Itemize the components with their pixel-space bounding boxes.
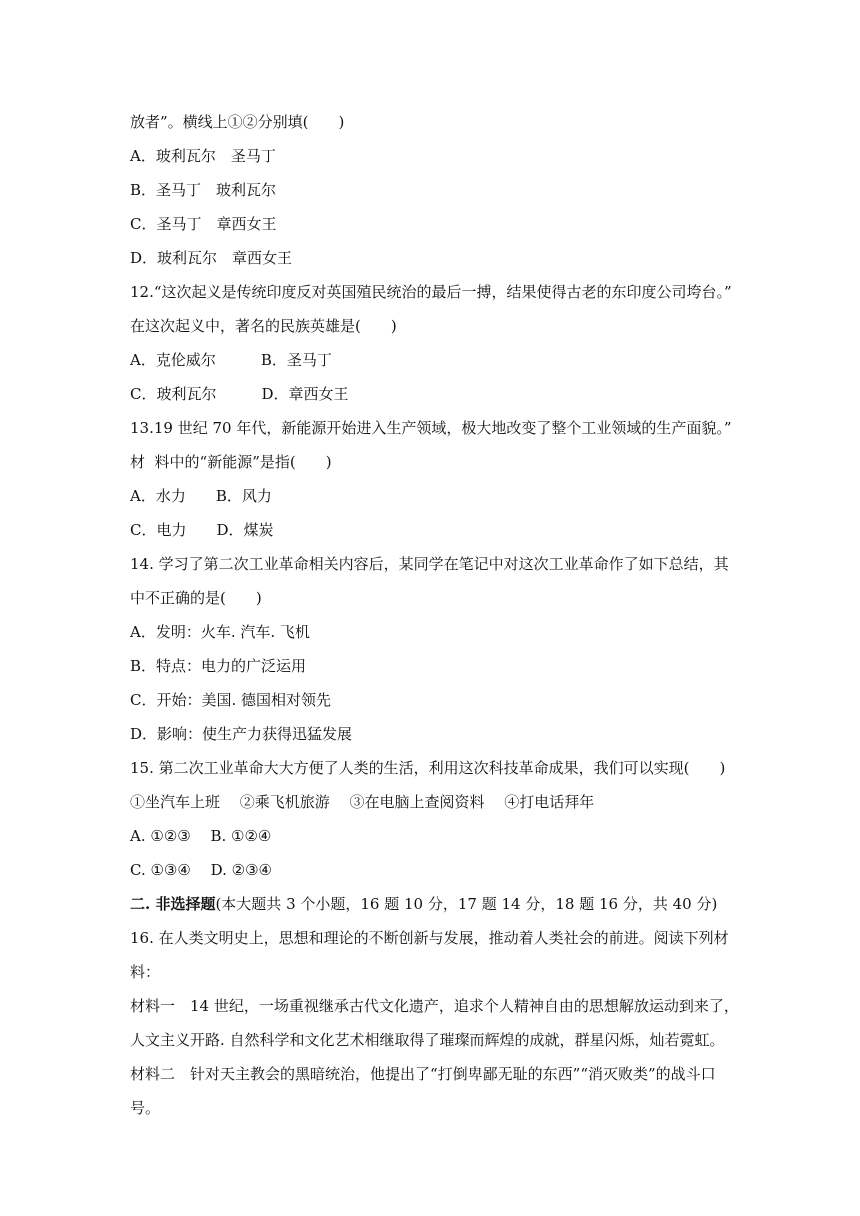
q14-stem-line2: 中不正确的是( ) <box>130 589 262 607</box>
q13-options-ab: A．水力 B．风力 <box>130 487 272 505</box>
q13-options-cd: C．电力 D．煤炭 <box>130 521 274 539</box>
q15-items: ①坐汽车上班 ②乘飞机旅游 ③在电脑上查阅资料 ④打电话拜年 <box>130 793 595 811</box>
material-two-line1: 材料二 针对天主教会的黑暗统治，他提出了“打倒卑鄙无耻的东西”“消灭败类”的战斗口 <box>130 1065 716 1083</box>
q12-options-cd: C．玻利瓦尔 D．章西女王 <box>130 385 349 403</box>
material-one-line1: 材料一 14 世纪，一场重视继承古代文化遗产，追求个人精神自由的思想解放运动到来了， <box>130 997 739 1015</box>
q15-options-ab: A. ①②③ B. ①②④ <box>130 827 272 845</box>
q15-stem: 15. 第二次工业革命大大方便了人类的生活，利用这次科技革命成果，我们可以实现( ) <box>130 759 726 777</box>
q12-stem-line1: 12.“这次起义是传统印度反对英国殖民统治的最后一搏，结果使得古老的东印度公司垮台。” <box>130 283 732 301</box>
q14-option-b: B．特点：电力的广泛运用 <box>130 657 307 675</box>
q12-options-ab: A．克伦威尔 B．圣马丁 <box>130 351 332 369</box>
q16-stem-line1: 16. 在人类文明史上，思想和理论的不断创新与发展，推动着人类社会的前进。阅读下列材 <box>130 929 729 947</box>
q11-stem-end: 放者”。横线上①②分别填( ) <box>130 113 345 131</box>
q14-option-a: A．发明：火车. 汽车. 飞机 <box>130 623 310 641</box>
q12-stem-line2: 在这次起义中，著名的民族英雄是( ) <box>130 317 397 335</box>
q14-stem-line1: 14. 学习了第二次工业革命相关内容后，某同学在笔记中对这次工业革命作了如下总结，其 <box>130 555 729 573</box>
section-heading <box>130 894 740 914</box>
q15-options-cd: C. ①③④ D. ②③④ <box>130 861 272 879</box>
q13-stem-line2: 材 料中的“新能源”是指( ) <box>130 453 332 471</box>
q14-option-c: C．开始：美国. 德国相对领先 <box>130 691 332 709</box>
q16-stem-line2: 料： <box>130 963 161 981</box>
section-note: (本大题共 3 个小题，16 题 10 分，17 题 14 分，18 题 16 分，共 40 分) <box>215 895 718 913</box>
q11-option-a: A．玻利瓦尔 圣马丁 <box>130 147 276 165</box>
section-title: 二. 非选择题 <box>130 895 216 913</box>
q11-option-b: B．圣马丁 玻利瓦尔 <box>130 181 277 199</box>
material-two-line2: 号。 <box>130 1099 161 1117</box>
q14-option-d: D．影响：使生产力获得迅猛发展 <box>130 725 353 743</box>
material-one-line2: 人文主义开路. 自然科学和文化艺术相继取得了璀璨而辉煌的成就，群星闪烁，灿若霓虹。 <box>130 1031 725 1049</box>
q11-option-c: C．圣马丁 章西女王 <box>130 215 277 233</box>
q13-stem-line1: 13.19 世纪 70 年代，新能源开始进入生产领域，极大地改变了整个工业领域的生产面貌。” <box>130 419 732 437</box>
q11-option-d: D．玻利瓦尔 章西女王 <box>130 249 293 267</box>
